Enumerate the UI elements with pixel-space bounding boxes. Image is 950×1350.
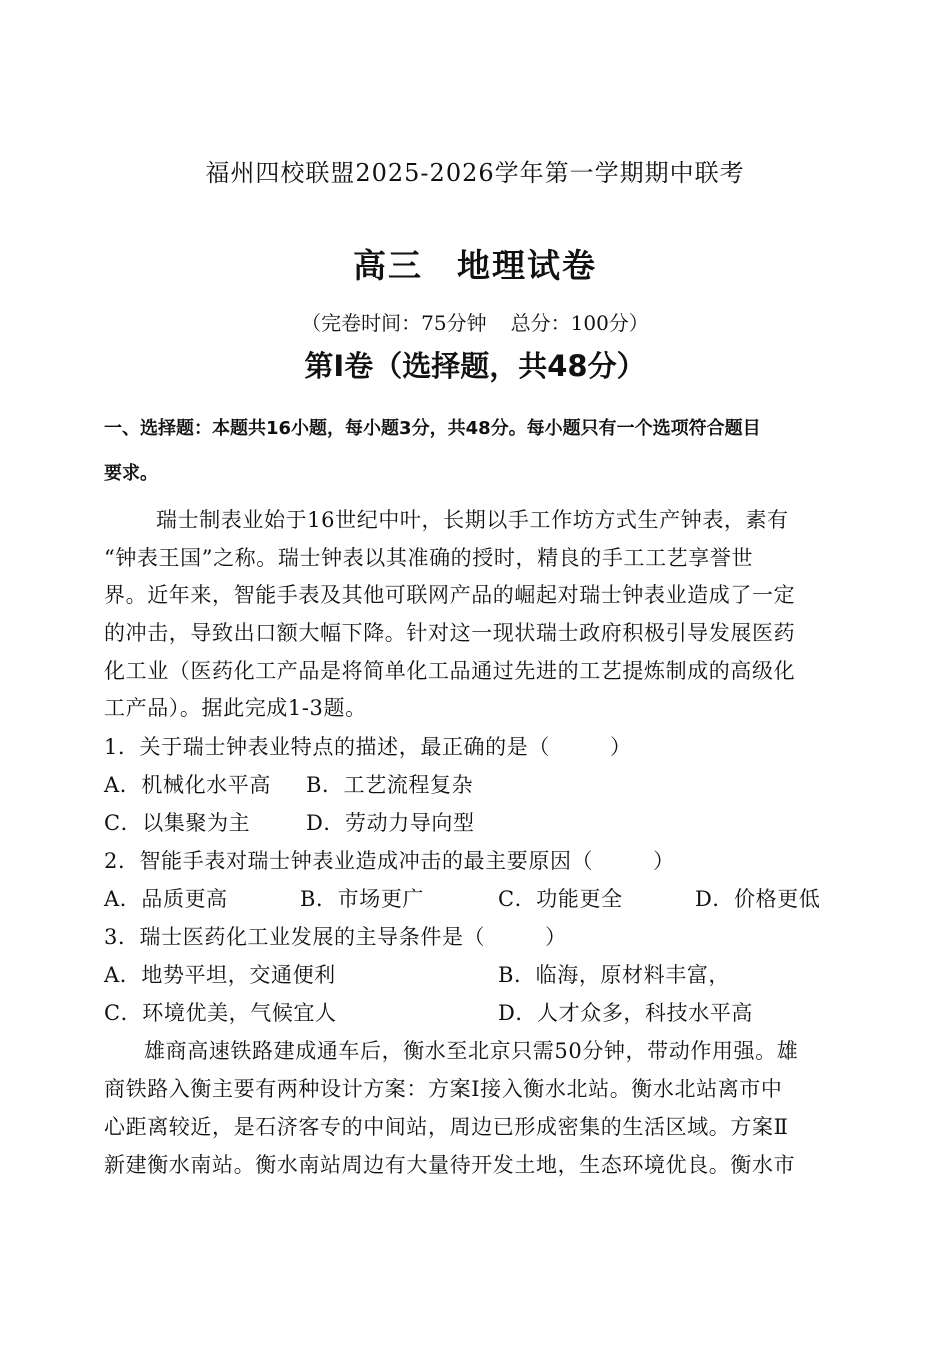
passage1-line: 瑞士制表业始于16世纪中叶，长期以手工作坊方式生产钟表，素有 bbox=[156, 508, 789, 532]
question-3-stem: 3．瑞士医药化工业发展的主导条件是（ ） bbox=[104, 925, 567, 949]
question-2-option-d: D．价格更低 bbox=[695, 887, 821, 911]
question-3-option-b: B．临海，原材料丰富， bbox=[498, 963, 731, 987]
section-instruction-line-1: 一、选择题：本题共16小题，每小题3分，共48分。每小题只有一个选项符合题目 bbox=[104, 418, 761, 439]
passage2-line: 心距离较近，是石济客专的中间站，周边已形成密集的生活区域。方案Ⅱ bbox=[104, 1115, 789, 1139]
time-label: （完卷时间：75分钟 bbox=[301, 311, 487, 335]
passage1-line: 工产品）。据此完成1-3题。 bbox=[104, 696, 367, 720]
subject-label: 地理试卷 bbox=[457, 246, 597, 285]
question-1-option-d: D．劳动力导向型 bbox=[306, 811, 475, 835]
passage1-line: 界。近年来，智能手表及其他可联网产品的崛起对瑞士钟表业造成了一定 bbox=[104, 583, 796, 607]
question-3-option-d: D．人才众多，科技水平高 bbox=[498, 1001, 754, 1025]
question-2-stem: 2．智能手表对瑞士钟表业造成冲击的最主要原因（ ） bbox=[104, 849, 675, 873]
question-1-stem: 1．关于瑞士钟表业特点的描述，最正确的是（ ） bbox=[104, 735, 632, 759]
question-1-option-b: B．工艺流程复杂 bbox=[306, 773, 474, 797]
passage2-line: 雄商高速铁路建成通车后，衡水至北京只需50分钟，带动作用强。雄 bbox=[144, 1039, 799, 1063]
question-2-option-a: A．品质更高 bbox=[104, 887, 228, 911]
question-3-option-a: A．地势平坦，交通便利 bbox=[104, 963, 336, 987]
question-1-option-c: C．以集聚为主 bbox=[104, 811, 251, 835]
question-2-option-c: C．功能更全 bbox=[498, 887, 623, 911]
passage2-line: 新建衡水南站。衡水南站周边有大量待开发土地，生态环境优良。衡水市 bbox=[104, 1153, 796, 1177]
passage2-line: 商铁路入衡主要有两种设计方案：方案Ⅰ接入衡水北站。衡水北站离市中 bbox=[104, 1077, 783, 1101]
grade-label: 高三 bbox=[353, 246, 423, 285]
passage1-line: 的冲击，导致出口额大幅下降。针对这一现状瑞士政府积极引导发展医药 bbox=[104, 621, 796, 645]
paper-title bbox=[0, 240, 950, 287]
passage1-line: “钟表王国”之称。瑞士钟表以其准确的授时，精良的手工工艺享誉世 bbox=[104, 546, 754, 570]
question-3-option-c: C．环境优美，气候宜人 bbox=[104, 1001, 337, 1025]
passage1-line: 化工业（医药化工产品是将简单化工品通过先进的工艺提炼制成的高级化 bbox=[104, 659, 796, 683]
score-label: 总分：100分） bbox=[510, 311, 649, 335]
question-1-option-a: A．机械化水平高 bbox=[104, 773, 271, 797]
part-title: 第Ⅰ卷（选择题，共48分） bbox=[304, 349, 646, 383]
exam-title: 福州四校联盟2025-2026学年第一学期期中联考 bbox=[205, 159, 745, 187]
question-2-option-b: B．市场更广 bbox=[300, 887, 425, 911]
exam-time-info bbox=[0, 307, 950, 336]
section-instruction-line-2: 要求。 bbox=[104, 463, 158, 484]
